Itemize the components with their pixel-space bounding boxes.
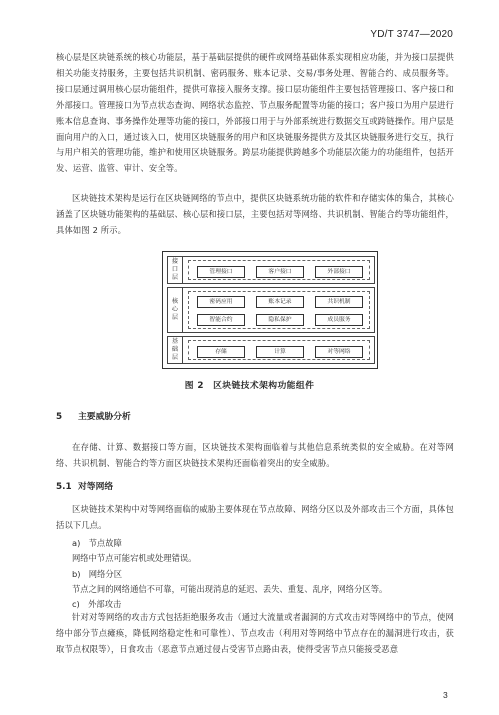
layer-components — [188, 291, 370, 329]
paragraph-architecture: 区块链技术架构是运行在区块链网络的节点中，提供区块链系统功能的软件和存储实体的集合，其核心涵盖了区块链功能架构的基础层、核心层和接口层，主要包括对等网络、共识机制、智能合约等功能组件，具体如图 2 所示。 — [56, 193, 454, 235]
component-box: 密码应用 — [197, 296, 245, 308]
component-box: 存储 — [197, 346, 245, 358]
section-body: 在存储、计算、数据接口等方面，区块链技术架构面临着与其他信息系统类似的安全威胁。在对等网络、共识机制、智能合约等方面区块链技术架构还面临着突出的安全威胁。 — [56, 442, 454, 468]
component-box: 成员服务 — [315, 314, 363, 326]
component-box: 智能合约 — [197, 314, 245, 326]
section-heading: 5 主要威胁分析 — [56, 412, 131, 422]
component-box: 对等网络 — [315, 346, 363, 358]
list-item-label: c) 外部攻击 — [72, 599, 122, 609]
figure-caption: 图 2 区块链技术架构功能组件 — [184, 381, 315, 391]
architecture-figure — [162, 251, 378, 369]
interface-layer — [167, 256, 375, 284]
layer-components — [188, 260, 370, 280]
list-item-label: b) 网络分区 — [72, 569, 122, 579]
component-box: 隐私保护 — [256, 314, 304, 326]
standard-number: YD/T 3747—2020 — [370, 29, 453, 40]
page-number: 3 — [443, 690, 448, 700]
paragraph-core-layer: 核心层是区块链系统的核心功能层，基于基础层提供的硬件或网络基础体系实现相应功能，并为接口层提供相关功能支持服务，主要包括共识机制、密码服务、账本记录、交易/事务处理、智能合约、成员服务等。接口层通过调用核心层功能组件，提供可靠接入服务支撑。接口层功能组件主要包括管理接口、客户接口和外部接口。管理接口为节点状态查询、网络状态监控、节点服务配置等功能的接口；客户接口为用户层进行账本信息查询、事务操作处理等功能的接口，外部接口用于与外部系统进行数据交互或跨链操作。用户层是面向用户的入口，通过该入口，使用区块链服务的用户和区块链服务提供方及其区块链服务进行交互，执行与用户相关的管理功能，维护和使用区块链服务。跨层功能提供跨越多个功能层次能力的功能组件，包括开发、运营、监管、审计、安全等。 — [56, 52, 454, 174]
component-box: 计算 — [256, 346, 304, 358]
layer-components — [188, 340, 370, 360]
base-layer — [167, 336, 375, 364]
component-box: 客户接口 — [256, 266, 304, 278]
component-box: 外部接口 — [315, 266, 363, 278]
component-box: 共识机制 — [315, 296, 363, 308]
list-item-text: 网络中节点可能宕机或处理错误。 — [72, 553, 197, 563]
list-item-label: a) 节点故障 — [72, 538, 122, 548]
attack-paragraph: 针对对等网络的攻击方式包括拒绝服务攻击（通过大流量或者漏洞的方式攻击对等网络中的节点，使网络中部分节点瘫痪，降低网络稳定性和可靠性）、节点攻击（利用对等网络中节点存在的漏洞进行攻击，获取节点权限等），日食攻击（恶意节点通过侵占受害节点路由表，使得受害节点只能接受恶意 — [56, 612, 454, 654]
component-box: 管理接口 — [197, 266, 245, 278]
layer-name: 基 础 层 — [168, 337, 183, 363]
subsection-heading: 5.1 对等网络 — [56, 482, 114, 492]
list-item-text: 节点之间的网络通信不可靠，可能出现消息的延迟、丢失、重复、乱序，网络分区等。 — [72, 584, 388, 594]
component-box: 账本记录 — [256, 296, 304, 308]
core-layer — [167, 287, 375, 333]
subsection-body: 区块链技术架构中对等网络面临的威胁主要体现在节点故障、网络分区以及外部攻击三个方面，具体包括以下几点。 — [56, 504, 454, 530]
layer-name: 核 心 层 — [168, 288, 183, 332]
layer-name: 接 口 层 — [168, 257, 183, 283]
